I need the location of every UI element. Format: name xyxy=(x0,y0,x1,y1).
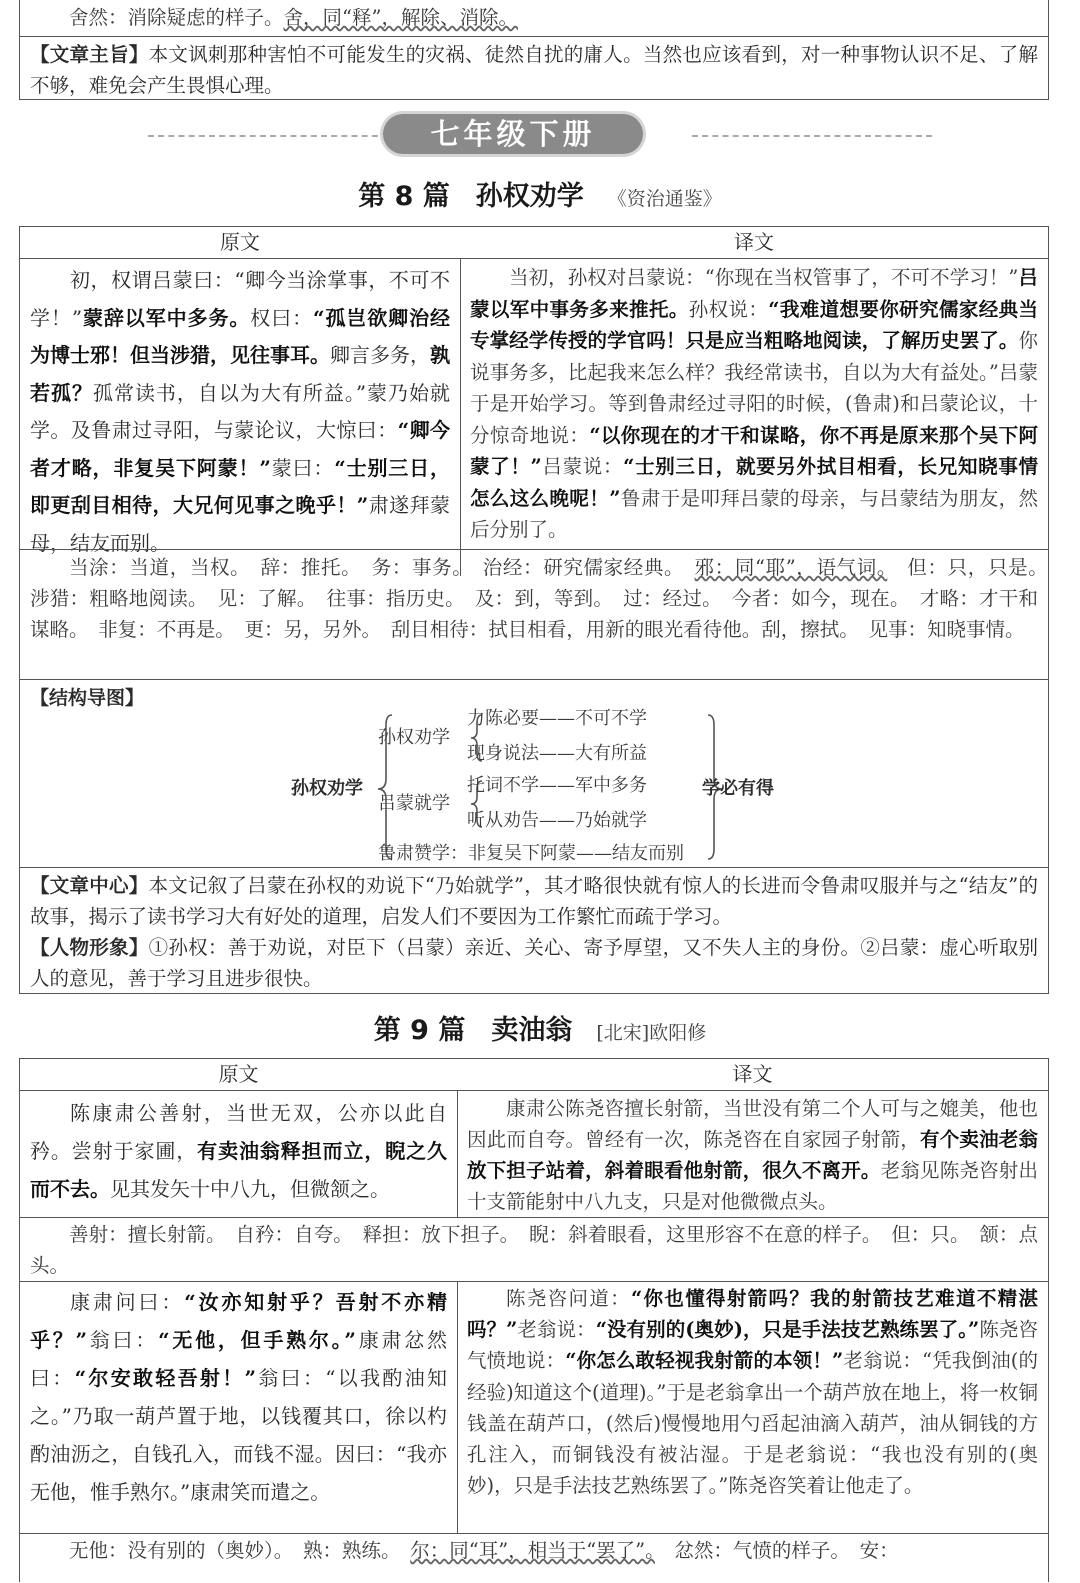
mindmap-branch1: 孙权劝学 xyxy=(378,727,450,748)
previous-chapter-box xyxy=(19,0,1049,100)
original-column-header: 原文 xyxy=(220,230,260,254)
chapter8-name: 孙权劝学 xyxy=(475,181,584,212)
mindmap-label: 【结构导图】 xyxy=(30,687,145,709)
mindmap-branch2: 吕蒙就学 xyxy=(378,793,450,814)
note-line-underlined: 舍，同“释”，解除、消除。 xyxy=(283,6,518,29)
chapter8-characters: 【人物形象】①孙权：善于劝说，对臣下（吕蒙）亲近、关心、寄予厚望，又不失人主的身份。②吕蒙：虚心听取别人的意见，善于学习且进步很快。 xyxy=(30,936,1038,990)
chapter8-center: 【文章中心】本文记叙了吕蒙在孙权的劝说下“乃始就学”，其才略很快就有惊人的长进而令鲁肃叹服并与之“结友”的故事，揭示了读书学习大有好处的道理，启发人们不要因为工作繁忙而疏于学习。 xyxy=(30,874,1038,928)
chapter9-translation-text-1: 康肃公陈尧咨擅长射箭，当世没有第二个人可与之媲美，他也因此而自夸。曾经有一次，陈尧咨在自家园子射箭，有个卖油老翁放下担子站着，斜着眼看他射箭，很久不离开。老翁见陈尧咨射出十支箭能射中八九支，只是对他微微点头。 xyxy=(467,1097,1038,1213)
chapter8-mindmap xyxy=(20,679,1048,867)
chapter9-original-text-1: 陈康肃公善射，当世无双，公亦以此自矜。尝射于家圃，有卖油翁释担而立，睨之久而不去。见其发矢十中八九，但微颔之。 xyxy=(30,1101,448,1201)
note-line: 舍然：消除疑虑的样子。 xyxy=(69,6,284,29)
section-banner xyxy=(0,112,1080,158)
chapter9-original-text-2: 康肃问曰：“汝亦知射乎？吾射不亦精乎？”翁曰：“无他，但手熟尔。”康肃忿然曰：“尔安敢轻吾射！”翁曰：“以我酌油知之。”乃取一葫芦置于地，以钱覆其口，徐以杓酌油沥之，自钱孔入，而钱不湿。因曰：“我亦无他，惟手熟尔。”康肃笑而遣之。 xyxy=(30,1290,447,1504)
chapter8-title xyxy=(0,174,1080,213)
chapter9-source: [北宋]欧阳修 xyxy=(596,1022,707,1044)
chapter9-notes-2: 无他：没有别的（奥妙）。 熟：熟练。 尔：同“耳”，相当于“罢了”。 忿然：气愤的样子。 安： xyxy=(69,1539,899,1562)
chapter8-original-text: 初，权谓吕蒙曰：“卿今当涂掌事，不可不学！”蒙辞以军中多务。权曰：“孤岂欲卿治经为博士邪！但当涉猎，见往事耳。卿言多务，孰若孤？孤常读书，自以为大有所益。”蒙乃始就学。及鲁肃过寻阳，与蒙论议，大惊曰：“卿今者才略，非复吴下阿蒙！”蒙曰：“士别三日，即更刮目相待，大兄何见事之晚乎！”肃遂拜蒙母，结友而别。 xyxy=(30,268,451,555)
chapter9-notes-1: 善射：擅长射箭。 自矜：自夸。 释担：放下担子。 睨：斜着眼看，这里形容不在意的样子。 但：只。 颔：点头。 xyxy=(30,1223,1038,1277)
mindmap-branch2-leaf2: 听从劝告——乃始就学 xyxy=(467,810,647,831)
chapter8-translation-text: 当初，孙权对吕蒙说：“你现在当权管事了，不可不学习！”吕蒙以军中事务多来推托。孙权说：“我难道想要你研究儒家经典当专掌经学传授的学官吗！只是应当粗略地阅读，了解历史罢了。你说事务多，比起我来怎么样？我经常读书，自以为大有益处。”吕蒙于是开始学习。等到鲁肃经过寻阳的时候，(鲁肃)和吕蒙论议，十分惊奇地说：“以你现在的才干和谋略，你不再是原来那个吴下阿蒙了！”吕蒙说：“士别三日，就要另外拭目相看，长兄知晓事情怎么这么晚呢！”鲁肃于是叩拜吕蒙的母亲，与吕蒙结为朋友，然后分别了。 xyxy=(470,266,1038,541)
section-banner-text: 七年级下册 xyxy=(430,117,596,151)
mindmap-branch1-leaf2: 现身说法——大有所益 xyxy=(467,743,647,764)
chapter8-box xyxy=(19,226,1058,994)
chapter9-name: 卖油翁 xyxy=(491,1015,573,1046)
chapter9-title xyxy=(0,1008,1080,1047)
mindmap-root: 孙权劝学 xyxy=(291,778,363,799)
gist-label: 【文章主旨】 xyxy=(30,43,149,66)
mindmap-branch3: 鲁肃赞学：非复吴下阿蒙——结友而别 xyxy=(378,843,684,864)
chapter9-translation-text-2: 陈尧咨问道：“你也懂得射箭吗？我的射箭技艺难道不精湛吗？”老翁说：“没有别的(奥妙)，只是手法技艺熟练罢了。”陈尧咨气愤地说：“你怎么敢轻视我射箭的本领！”老翁说：“凭我倒油(的经验)知道这个(道理)。”于是老翁拿出一个葫芦放在地上，将一枚铜钱盖在葫芦口，(然后)慢慢地用勺舀起油滴入葫芦，油从铜钱的方孔注入，而铜钱没有被沾湿。于是老翁说：“我也没有别的(奥妙)，只是手法技艺熟练罢了。”陈尧咨笑着让他走了。 xyxy=(467,1287,1038,1498)
chapter9-number: 第 9 篇 xyxy=(373,1015,466,1046)
mindmap-branch2-leaf1: 托词不学——军中多务 xyxy=(467,775,647,796)
chapter9-box xyxy=(19,1058,1049,1582)
chapter8-notes: 当涂：当道，当权。 辞：推托。 务：事务。 治经：研究儒家经典。 邪：同“耶”，语气词。 但：只，只是。 涉猎：粗略地阅读。 见：了解。 往事：指历史。 及：到，等到。 过：经过。 今者：如今，现在。 才略：才干和谋略。 非复：不再是。 更：另，另外。 刮目相待：拭目相看，用新的眼光看待他。刮，擦拭。 见事：知晓事情。 xyxy=(30,556,1058,641)
chapter8-source: 《资治通鉴》 xyxy=(607,188,722,210)
translation-column-header-2: 译文 xyxy=(732,1062,773,1086)
mindmap-conclusion: 学必有得 xyxy=(702,778,774,799)
chapter8-number: 第 8 篇 xyxy=(358,181,450,212)
gist-text: 本文讽刺那种害怕不可能发生的灾祸、徒然自扰的庸人。当然也应该看到，对一种事物认识不足、了解不够，难免会产生畏惧心理。 xyxy=(30,43,1038,97)
mindmap-branch1-leaf1: 力陈必要——不可不学 xyxy=(467,708,647,729)
original-column-header-2: 原文 xyxy=(218,1062,259,1086)
translation-column-header: 译文 xyxy=(734,230,774,254)
